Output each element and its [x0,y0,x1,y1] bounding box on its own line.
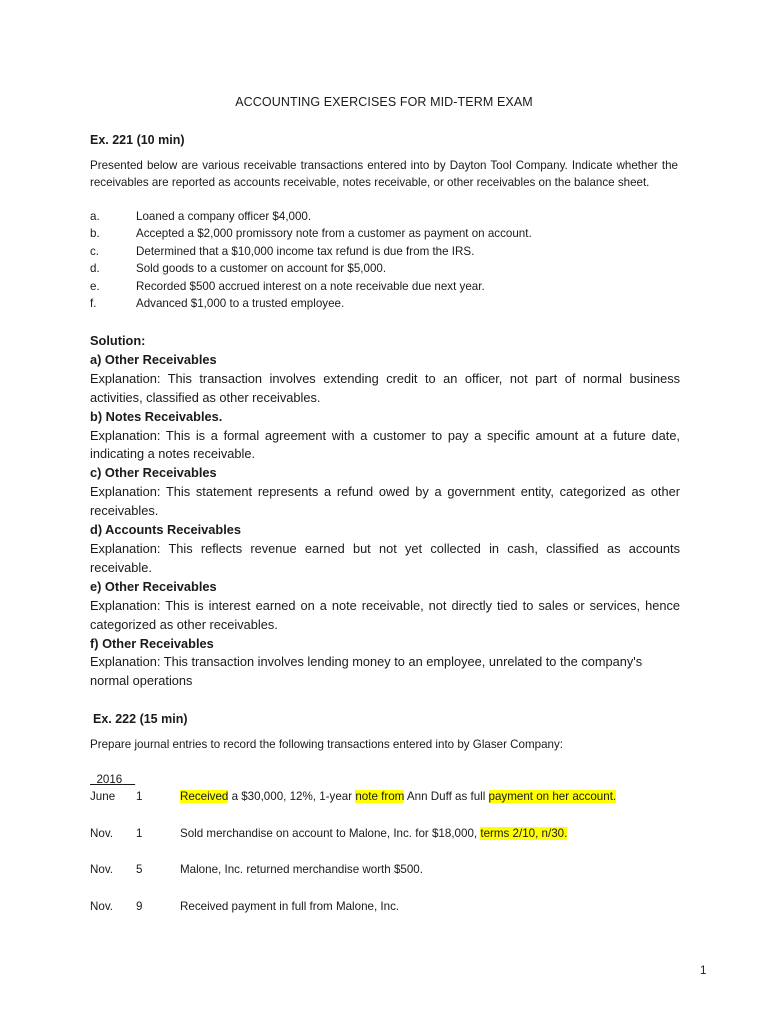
text-span: a $30,000, 12%, 1-year [228,790,356,803]
solution-heading: Solution: [90,333,146,348]
answer-label: f) Other Receivables [90,635,214,651]
list-item: f. Advanced $1,000 to a trusted employee. [90,297,345,311]
transaction-description [180,863,423,876]
transaction-row: June 1 Received a $30,000, 12%, 1-year note from Ann Duff as full payment on her account. [90,790,617,803]
solution-section [90,332,680,691]
answer-label: a) Other Receivables [90,351,217,367]
transaction-description [180,900,399,913]
transaction-description [180,827,567,840]
answer-explanation: Explanation: This is interest earned on a note receivable, not directly tied to sales or services, hence categorized as other receivables. [90,597,680,632]
answer-label: d) Accounts Receivables [90,522,242,538]
answer-explanation: Explanation: This transaction involves extending credit to an officer, not part of normal business activities, classified as other receivables. [90,370,680,405]
highlighted-text: terms 2/10, n/30. [480,827,568,840]
list-item: c. Determined that a $10,000 income tax refund is due from the IRS. [90,244,475,258]
document-title: ACCOUNTING EXERCISES FOR MID-TERM EXAM [235,95,533,109]
exercise-221-intro: Presented below are various receivable transactions entered into by Dayton Tool Company. Indicate whether the receivables are reported as accounts receivable, notes receivable, or other receivables on the balance sheet. [90,159,678,189]
answer-label: b) Notes Receivables. [90,408,223,424]
list-item: a. Loaned a company officer $4,000. [90,210,312,223]
answer-explanation: Explanation: This reflects revenue earned but not yet collected in cash, classified as accounts receivable. [90,540,680,575]
year-header: 2016 [96,773,123,786]
exercise-222-intro: Prepare journal entries to record the following transactions entered into by Glaser Company: [90,738,564,751]
highlighted-text: Received [180,790,229,803]
list-item: b. Accepted a $2,000 promissory note from a customer as payment on account. [90,227,532,241]
transaction-row: Nov. 9 Received payment in full from Malone, Inc. [90,900,400,913]
highlighted-text: note from [355,790,405,803]
answer-explanation: Explanation: This statement represents a refund owed by a government entity, categorized as other receivables. [90,484,680,519]
transaction-row: Nov. 5 Malone, Inc. returned merchandise worth $500. [90,863,423,876]
text-span: Malone, Inc. returned merchandise worth $500. [180,863,423,876]
exercise-221-list [90,208,532,312]
highlighted-text: payment on her account. [488,790,617,803]
answer-label: e) Other Receivables [90,578,217,594]
page-number: 1 [700,964,707,977]
transaction-row: Nov. 1 Sold merchandise on account to Malone, Inc. for $18,000, terms 2/10, n/30. [90,827,568,840]
answer-label: c) Other Receivables [90,465,217,481]
exercise-222-heading: Ex. 222 (15 min) [93,712,188,726]
answer-explanation: Explanation: This transaction involves lending money to an employee, unrelated to the company's normal operations [90,654,643,689]
answer-explanation: Explanation: This is a formal agreement with a customer to pay a specific amount at a future date, indicating a notes receivable. [90,427,680,462]
list-item: d. Sold goods to a customer on account for $5,000. [90,262,387,276]
transaction-description [180,790,616,803]
text-span: Received payment in full from Malone, Inc. [180,900,400,913]
text-span: Sold merchandise on account to Malone, Inc. for $18,000, [180,827,481,840]
exercise-221-heading: Ex. 221 (10 min) [90,133,185,147]
text-span: Ann Duff as full [404,790,489,803]
list-item: e. Recorded $500 accrued interest on a note receivable due next year. [90,279,485,293]
